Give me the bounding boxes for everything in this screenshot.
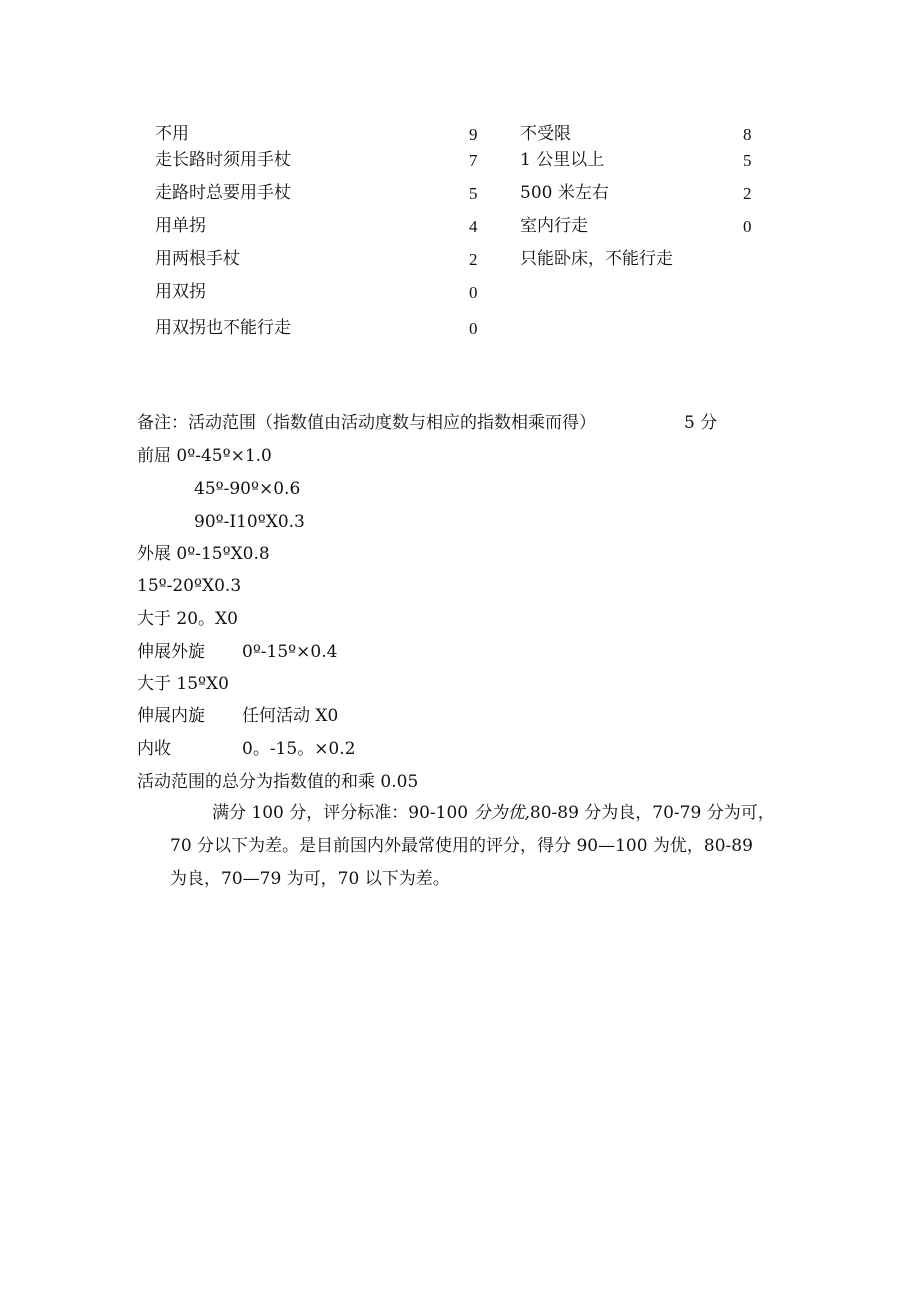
walking-aid-label: 用两根手杖: [155, 249, 240, 269]
walking-aid-label: 走长路时须用手杖: [155, 150, 291, 170]
walking-distance-score: 2: [743, 184, 752, 203]
walking-aid-score: 0: [469, 283, 478, 302]
range-line: 90º-I10ºX0.3: [194, 512, 305, 532]
range-line: 前屈 0º-45º×1.0: [137, 446, 272, 466]
walking-aid-label: 用双拐: [155, 282, 206, 302]
walking-distance-label: 500 米左右: [520, 183, 609, 203]
walking-distance-label: 1 公里以上: [520, 150, 605, 170]
range-line: 外展 0º-15ºX0.8: [137, 544, 270, 564]
range-line: 伸展外旋: [137, 642, 205, 662]
range-line: 大于 20。X0: [137, 609, 238, 629]
walking-aid-score: 2: [469, 250, 478, 269]
range-line-value: 0º-15º×0.4: [242, 642, 338, 662]
walking-aid-score: 4: [469, 217, 478, 236]
walking-aid-label: 用双拐也不能行走: [155, 318, 291, 338]
range-line: 45º-90º×0.6: [194, 479, 301, 499]
walking-distance-label: 室内行走: [520, 216, 588, 236]
summary-line-1: [212, 805, 775, 822]
summary-line-1-start: 满分 100 分，评分标准：90-100: [212, 803, 474, 823]
summary-line-2: 70 分以下为差。是目前国内外最常使用的评分，得分 90—100 为优，80-89: [170, 836, 753, 856]
walking-aid-score: 9: [469, 125, 478, 144]
note-points: 5 分: [684, 413, 718, 433]
walking-aid-score: 7: [469, 151, 478, 170]
walking-aid-score: 0: [469, 319, 478, 338]
summary-line-3: 为良，70—79 为可，70 以下为差。: [170, 869, 450, 889]
range-line-value: 任何活动 X0: [242, 706, 339, 726]
range-line: 15º-20ºX0.3: [137, 576, 242, 596]
range-line: 伸展内旋: [137, 706, 205, 726]
walking-distance-score: 5: [743, 151, 752, 170]
walking-distance-label: 不受限: [520, 124, 571, 144]
walking-distance-score: 0: [743, 217, 752, 236]
range-line: 活动范围的总分为指数值的和乘 0.05: [137, 772, 419, 792]
note-text: 备注：活动范围（指数值由活动度数与相应的指数相乘而得）: [137, 413, 596, 433]
walking-aid-label: 不用: [155, 124, 189, 144]
summary-line-1-end: 80-89 分为良，70-79 分为可，: [529, 803, 775, 823]
range-line: 大于 15ºX0: [137, 674, 229, 694]
summary-line-1-italic: 分为优,: [473, 803, 530, 823]
range-line: 内收: [137, 739, 171, 759]
walking-aid-label: 用单拐: [155, 216, 206, 236]
walking-distance-score: 8: [743, 125, 752, 144]
walking-aid-score: 5: [469, 184, 478, 203]
walking-distance-label: 只能卧床，不能行走: [520, 249, 673, 269]
walking-aid-label: 走路时总要用手杖: [155, 183, 291, 203]
range-line-value: 0。-15。×0.2: [242, 739, 356, 759]
